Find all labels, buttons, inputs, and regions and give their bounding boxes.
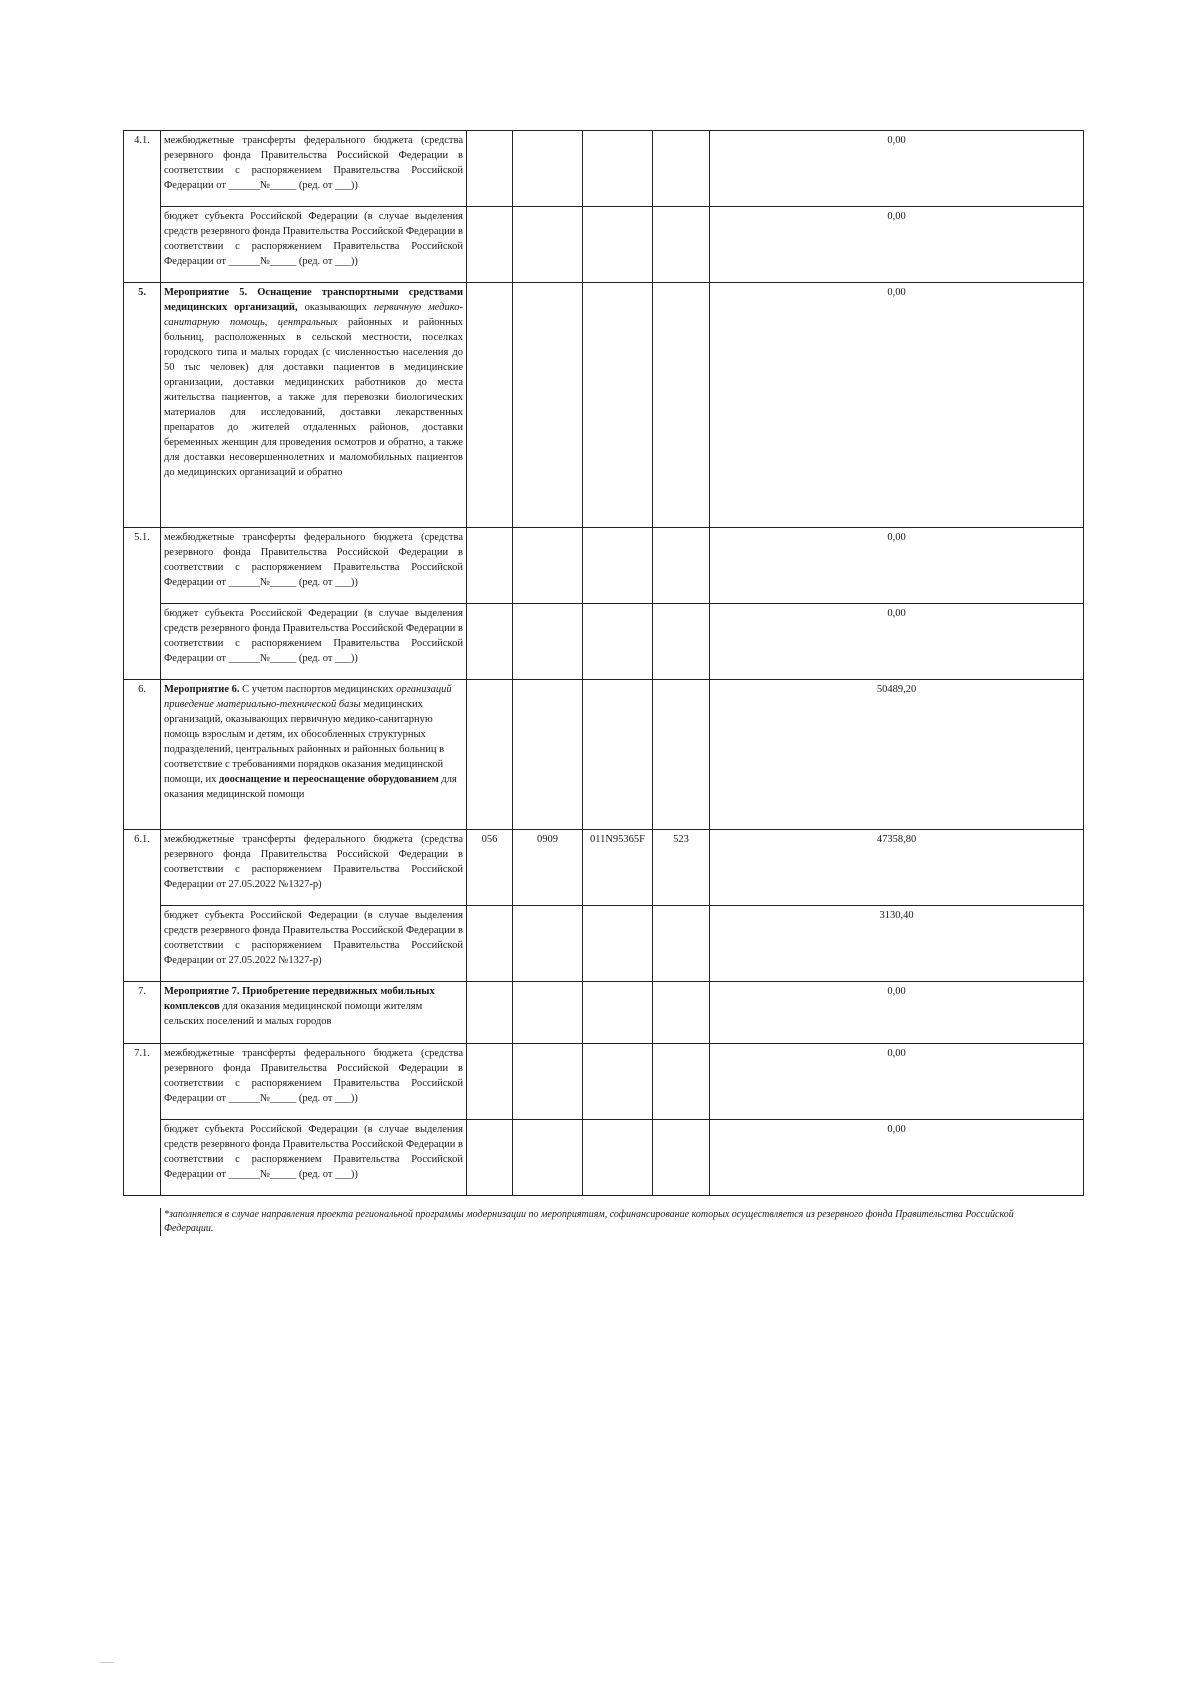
code-cell — [653, 1120, 710, 1196]
table-row — [124, 207, 1084, 283]
program-table — [123, 130, 1084, 1196]
row-description: межбюджетные трансферты федерального бюджета (средства резервного фонда Правительства Российской Федерации в соответствии с распоряжением Правительства Российской Федерации от ______№_____ (ред. от ___)) — [161, 131, 467, 207]
row-description — [161, 680, 467, 830]
code-cell — [583, 283, 653, 528]
code-cell — [653, 982, 710, 1044]
measure-text: для оказания медицинской помощи жителям сельских поселений и малых городов — [164, 1001, 423, 1027]
row-amount: 0,00 — [710, 982, 1084, 1044]
row-amount: 3130,40 — [710, 906, 1084, 982]
table-row — [124, 1044, 1084, 1120]
row-amount: 0,00 — [710, 1044, 1084, 1120]
document-sheet — [123, 130, 1084, 1196]
row-description — [161, 982, 467, 1044]
code-cell — [467, 131, 513, 207]
measure-text: медицинских организаций, оказывающих первичную медико-санитарную помощь взрослым и детям, их обособленных структурных подразделений, центральных районных и районных больниц в соответствие с требованиями порядков оказания медицинской помощи, их — [164, 699, 445, 785]
footnote: *заполняется в случае направления проекта региональной программы модернизации по мероприятиям, софинансирование которых осуществляется из резервного фонда Правительства Российской Федерации. — [160, 1208, 1044, 1236]
code-cell — [513, 1044, 583, 1120]
row-number: 6.1. — [124, 830, 161, 982]
row-amount: 0,00 — [710, 207, 1084, 283]
code-cell — [467, 1120, 513, 1196]
measure-text: районных и районных больниц, расположенных в сельской местности, поселках городского типа и малых городах (с численностью населения до 50 тыс человек) для доставки пациентов в медицинские организации, доставки медицинских работников до места жительства пациентов, а также для перевозки биологических материалов для исследований, доставки лекарственных препаратов до жителей отдаленных районов, доставки беременных женщин для проведения осмотров и обратно, а также для доставки несовершеннолетних и маломобильных пациентов до медицинских организаций и обратно — [164, 317, 464, 478]
code-cell — [653, 131, 710, 207]
row-description: бюджет субъекта Российской Федерации (в случае выделения средств резервного фонда Правительства Российской Федерации в соответствии с распоряжением Правительства Российской Федерации от ______№_____ (ред. от ___)) — [161, 207, 467, 283]
measure-text-bold: дооснащение и переоснащение оборудованием — [219, 774, 439, 785]
table-row — [124, 982, 1084, 1044]
code-cell — [583, 528, 653, 604]
row-number: 7. — [124, 982, 161, 1044]
row-description — [161, 283, 467, 528]
table-row — [124, 680, 1084, 830]
code-cell — [583, 604, 653, 680]
code-cell — [653, 680, 710, 830]
code-cell — [583, 680, 653, 830]
code-cell — [467, 982, 513, 1044]
code-cell — [467, 1044, 513, 1120]
code-cell — [653, 604, 710, 680]
code-cell — [653, 528, 710, 604]
row-number: 5. — [124, 283, 161, 528]
measure-text-italic: организаций приведение материально-технической базы — [164, 684, 452, 710]
row-description: бюджет субъекта Российской Федерации (в случае выделения средств резервного фонда Правительства Российской Федерации в соответствии с распоряжением Правительства Российской Федерации от ______№_____ (ред. от ___)) — [161, 604, 467, 680]
scan-margin-mark — [100, 1662, 114, 1663]
code-cell — [513, 1120, 583, 1196]
code-cell — [467, 906, 513, 982]
code-cell — [467, 604, 513, 680]
measure-title: Мероприятие 6. — [164, 684, 240, 695]
code-cell — [467, 680, 513, 830]
row-amount: 0,00 — [710, 604, 1084, 680]
row-amount: 0,00 — [710, 283, 1084, 528]
row-amount: 50489,20 — [710, 680, 1084, 830]
row-amount: 0,00 — [710, 528, 1084, 604]
code-cell — [467, 283, 513, 528]
code-target-article: 011N95365F — [583, 830, 653, 906]
measure-title: Мероприятие 5. Оснащение транспортными средствами медицинских организаций, — [164, 287, 463, 313]
row-number: 4.1. — [124, 131, 161, 283]
table-row — [124, 906, 1084, 982]
measure-text: С учетом паспортов медицинских — [239, 684, 397, 695]
code-section: 0909 — [513, 830, 583, 906]
table-row — [124, 131, 1084, 207]
row-description: межбюджетные трансферты федерального бюджета (средства резервного фонда Правительства Российской Федерации в соответствии с распоряжением Правительства Российской Федерации от ______№_____ (ред. от ___)) — [161, 528, 467, 604]
row-number: 6. — [124, 680, 161, 830]
code-cell — [583, 906, 653, 982]
row-description: бюджет субъекта Российской Федерации (в случае выделения средств резервного фонда Правительства Российской Федерации в соответствии с распоряжением Правительства Российской Федерации от ______№_____ (ред. от ___)) — [161, 1120, 467, 1196]
row-number: 7.1. — [124, 1044, 161, 1196]
row-amount: 0,00 — [710, 1120, 1084, 1196]
code-cell — [513, 207, 583, 283]
code-cell — [513, 680, 583, 830]
row-number: 5.1. — [124, 528, 161, 680]
measure-text: для оказания медицинской помощи — [164, 774, 457, 800]
measure-text-italic: первичную медико-санитарную помощь, центральных — [164, 302, 463, 328]
code-cell — [583, 131, 653, 207]
code-cell — [653, 906, 710, 982]
code-cell — [583, 1120, 653, 1196]
measure-title: Мероприятие 7. Приобретение передвижных мобильных комплексов — [164, 986, 435, 1012]
code-cell — [513, 283, 583, 528]
code-cell — [513, 982, 583, 1044]
code-cell — [513, 604, 583, 680]
table-row — [124, 283, 1084, 528]
code-cell — [513, 528, 583, 604]
table-row — [124, 604, 1084, 680]
row-description: межбюджетные трансферты федерального бюджета (средства резервного фонда Правительства Российской Федерации в соответствии с распоряжением Правительства Российской Федерации от ______№_____ (ред. от ___)) — [161, 1044, 467, 1120]
code-grbs: 056 — [467, 830, 513, 906]
row-amount: 47358,80 — [710, 830, 1084, 906]
row-description: бюджет субъекта Российской Федерации (в случае выделения средств резервного фонда Правительства Российской Федерации в соответствии с распоряжением Правительства Российской Федерации от 27.05.2022 №1327-р) — [161, 906, 467, 982]
row-amount: 0,00 — [710, 131, 1084, 207]
code-cell — [653, 1044, 710, 1120]
code-expense-type: 523 — [653, 830, 710, 906]
code-cell — [653, 207, 710, 283]
table-row — [124, 830, 1084, 906]
code-cell — [467, 207, 513, 283]
row-description: межбюджетные трансферты федерального бюджета (средства резервного фонда Правительства Российской Федерации в соответствии с распоряжением Правительства Российской Федерации от 27.05.2022 №1327-р) — [161, 830, 467, 906]
code-cell — [513, 131, 583, 207]
table-row — [124, 528, 1084, 604]
code-cell — [583, 982, 653, 1044]
table-row — [124, 1120, 1084, 1196]
code-cell — [467, 528, 513, 604]
code-cell — [513, 906, 583, 982]
measure-text: оказывающих — [297, 302, 374, 313]
code-cell — [583, 207, 653, 283]
code-cell — [583, 1044, 653, 1120]
code-cell — [653, 283, 710, 528]
